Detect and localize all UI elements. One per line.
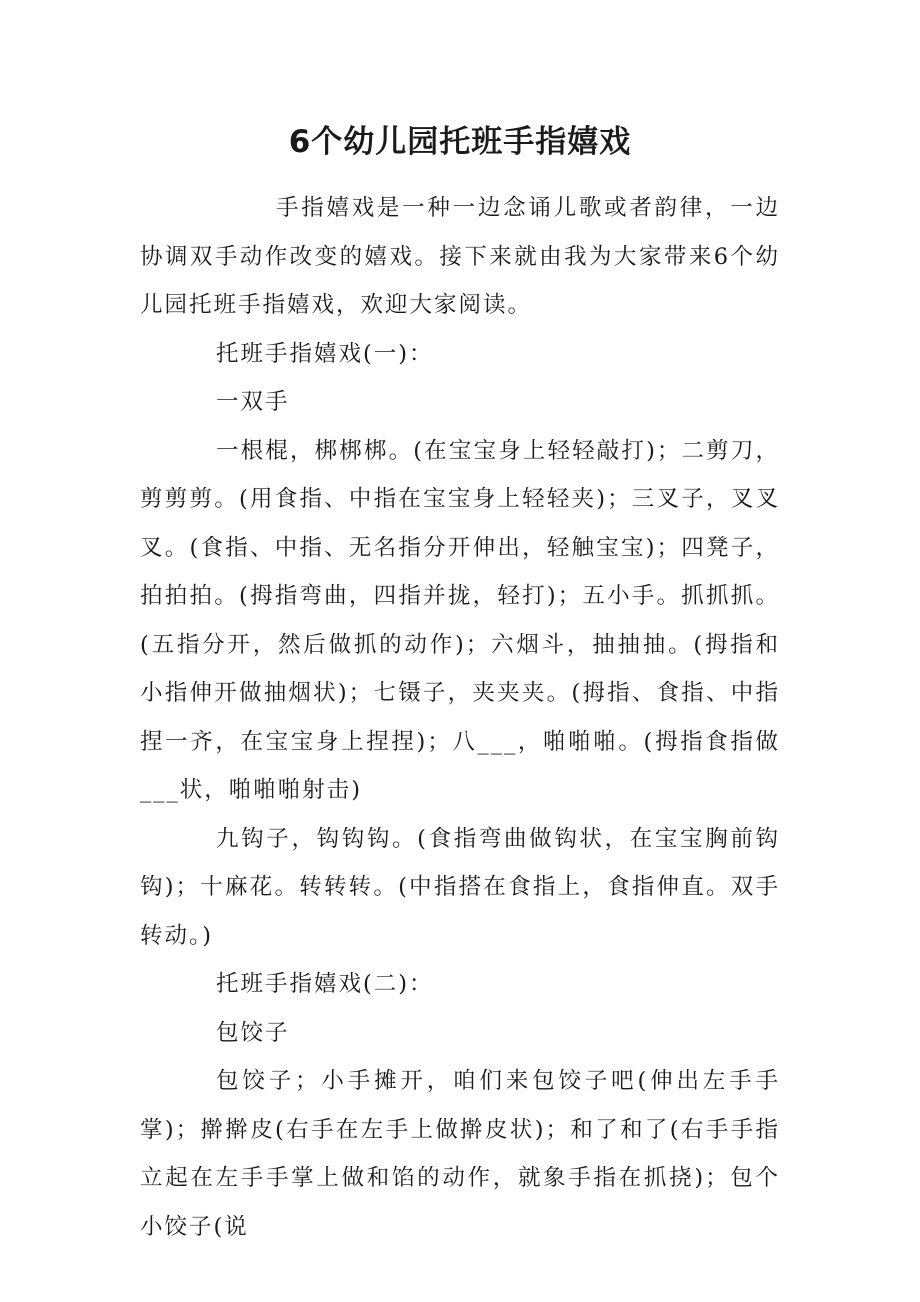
- section-heading-1: 托班手指嬉戏(一)：: [216, 340, 434, 367]
- game-paragraph-1: 一根棍，梆梆梆。(在宝宝身上轻轻敲打)；二剪刀，剪剪剪。(用食指、中指在宝宝身上轻轻夹)；三叉子，叉叉叉。(食指、中指、无名指分开伸出，轻触宝宝)；四凳子，拍拍拍。(拇指弯曲，四指并拢，轻打)；五小手。抓抓抓。(五指分开，然后做抓的动作)；六烟斗，抽抽抽。(拇指和小指伸开做抽烟状)；七镊子，夹夹夹。(拇指、食指、中指捏一齐，在宝宝身上捏捏)；八___，啪啪啪。(拇指食指做___状，啪啪啪射击): [140, 437, 780, 803]
- game-title-2: 包饺子: [216, 1019, 290, 1046]
- game-paragraph-3: 包饺子；小手摊开，咱们来包饺子吧(伸出左手手掌)；擀擀皮(右手在左手上做擀皮状)；和了和了(右手手指立起在左手手掌上做和馅的动作，就象手指在抓挠)；包个小饺子(说: [140, 1068, 780, 1240]
- section-heading-2: 托班手指嬉戏(二)：: [216, 971, 434, 997]
- document-title: 6个幼儿园托班手指嬉戏: [288, 124, 632, 160]
- intro-paragraph: 手指嬉戏是一种一边念诵儿歌或者韵律，一边协调双手动作改变的嬉戏。接下来就由我为大家带来6个幼儿园托班手指嬉戏，欢迎大家阅读。: [140, 195, 780, 318]
- game-title-1: 一双手: [216, 389, 290, 415]
- game-paragraph-2: 九钩子，钩钩钩。(食指弯曲做钩状，在宝宝胸前钩钩)；十麻花。转转转。(中指搭在食指上，食指伸直。双手转动。): [140, 825, 780, 949]
- document-body: [140, 184, 780, 1251]
